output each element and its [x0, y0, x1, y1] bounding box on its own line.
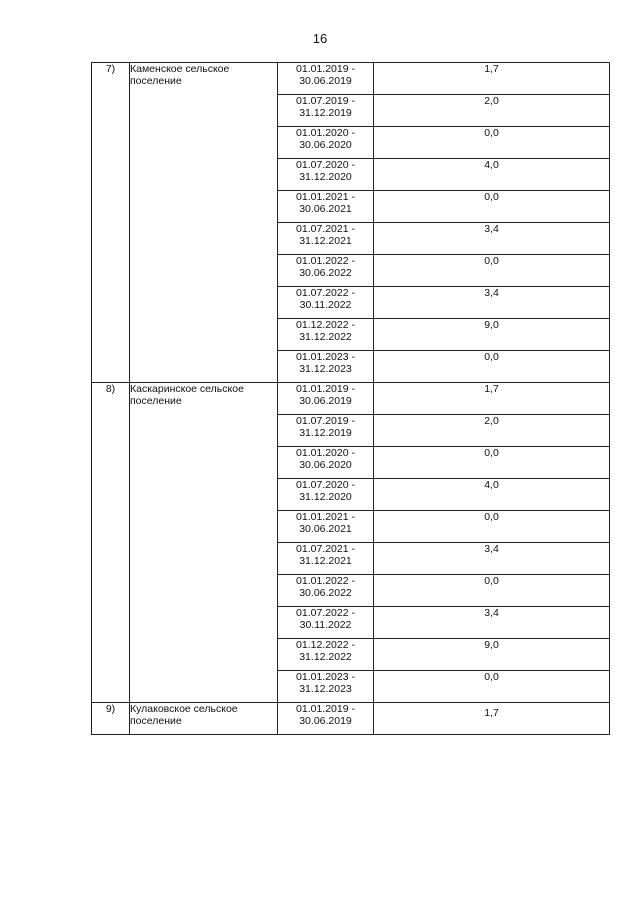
period-end: 30.06.2022 [299, 587, 352, 599]
rate-value: 3,4 [374, 287, 610, 319]
period-start: 01.01.2023 - [296, 671, 355, 683]
period-end: 31.12.2019 [299, 107, 352, 119]
rate-value: 2,0 [374, 415, 610, 447]
rate-value: 4,0 [374, 159, 610, 191]
period-cell [278, 607, 374, 639]
period-cell [278, 127, 374, 159]
period-start: 01.07.2021 - [296, 543, 355, 555]
rate-value: 3,4 [374, 223, 610, 255]
period-start: 01.07.2019 - [296, 415, 355, 427]
rate-value: 0,0 [374, 447, 610, 479]
period-cell [278, 415, 374, 447]
period-start: 01.01.2020 - [296, 127, 355, 139]
period-start: 01.07.2022 - [296, 287, 355, 299]
period-end: 31.12.2019 [299, 427, 352, 439]
period-end: 30.11.2022 [299, 619, 352, 631]
period-start: 01.12.2022 - [296, 639, 355, 651]
period-end: 30.11.2022 [299, 299, 352, 311]
period-start: 01.01.2019 - [296, 63, 355, 75]
period-cell [278, 319, 374, 351]
period-cell [278, 63, 374, 95]
rates-table [91, 62, 610, 735]
period-end: 30.06.2020 [299, 139, 352, 151]
period-cell [278, 511, 374, 543]
rate-value: 0,0 [374, 511, 610, 543]
period-end: 31.12.2022 [299, 331, 352, 343]
page-number: 16 [312, 31, 328, 46]
period-end: 31.12.2020 [299, 491, 352, 503]
period-start: 01.01.2023 - [296, 351, 355, 363]
period-start: 01.01.2019 - [296, 703, 355, 715]
rate-value: 0,0 [374, 127, 610, 159]
table-row [92, 703, 610, 735]
period-end: 30.06.2021 [299, 203, 352, 215]
period-cell [278, 159, 374, 191]
period-start: 01.07.2020 - [296, 479, 355, 491]
period-cell [278, 287, 374, 319]
period-start: 01.07.2022 - [296, 607, 355, 619]
period-cell [278, 575, 374, 607]
rate-value: 4,0 [374, 479, 610, 511]
period-cell [278, 255, 374, 287]
settlement-number: 9) [92, 703, 130, 735]
rate-value: 2,0 [374, 95, 610, 127]
period-cell [278, 447, 374, 479]
rate-value: 3,4 [374, 543, 610, 575]
period-start: 01.12.2022 - [296, 319, 355, 331]
period-cell [278, 351, 374, 383]
period-cell [278, 639, 374, 671]
period-cell [278, 191, 374, 223]
rate-value: 3,4 [374, 607, 610, 639]
settlement-number: 7) [92, 63, 130, 383]
settlement-name: Каскаринское сельское поселение [130, 383, 278, 703]
period-end: 31.12.2023 [299, 683, 352, 695]
rate-value: 9,0 [374, 639, 610, 671]
period-cell [278, 543, 374, 575]
settlement-name: Кулаковское сельское поселение [130, 703, 278, 735]
period-cell [278, 703, 374, 735]
period-end: 30.06.2019 [299, 75, 352, 87]
period-start: 01.01.2021 - [296, 191, 355, 203]
rate-value: 0,0 [374, 671, 610, 703]
period-end: 31.12.2023 [299, 363, 352, 375]
period-end: 31.12.2021 [299, 235, 352, 247]
table-row [92, 383, 610, 415]
period-end: 30.06.2020 [299, 459, 352, 471]
rate-value: 1,7 [374, 63, 610, 95]
period-start: 01.01.2022 - [296, 575, 355, 587]
rate-value: 1,7 [374, 383, 610, 415]
rate-value: 9,0 [374, 319, 610, 351]
period-end: 31.12.2020 [299, 171, 352, 183]
period-start: 01.07.2021 - [296, 223, 355, 235]
period-start: 01.07.2019 - [296, 95, 355, 107]
period-end: 31.12.2022 [299, 651, 352, 663]
period-end: 30.06.2019 [299, 715, 352, 727]
settlement-number: 8) [92, 383, 130, 703]
period-end: 30.06.2021 [299, 523, 352, 535]
rate-value: 0,0 [374, 575, 610, 607]
period-start: 01.01.2020 - [296, 447, 355, 459]
settlement-name: Каменское сельское поселение [130, 63, 278, 383]
period-start: 01.01.2019 - [296, 383, 355, 395]
period-start: 01.01.2022 - [296, 255, 355, 267]
period-cell [278, 479, 374, 511]
table-row [92, 63, 610, 95]
rate-value: 0,0 [374, 191, 610, 223]
period-end: 30.06.2019 [299, 395, 352, 407]
period-start: 01.07.2020 - [296, 159, 355, 171]
period-start: 01.01.2021 - [296, 511, 355, 523]
rates-table-body [92, 63, 610, 735]
rate-value: 0,0 [374, 255, 610, 287]
period-cell [278, 383, 374, 415]
period-cell [278, 671, 374, 703]
rate-value: 0,0 [374, 351, 610, 383]
period-cell [278, 223, 374, 255]
period-end: 31.12.2021 [299, 555, 352, 567]
period-cell [278, 95, 374, 127]
period-end: 30.06.2022 [299, 267, 352, 279]
rate-value: 1,7 [374, 703, 610, 735]
